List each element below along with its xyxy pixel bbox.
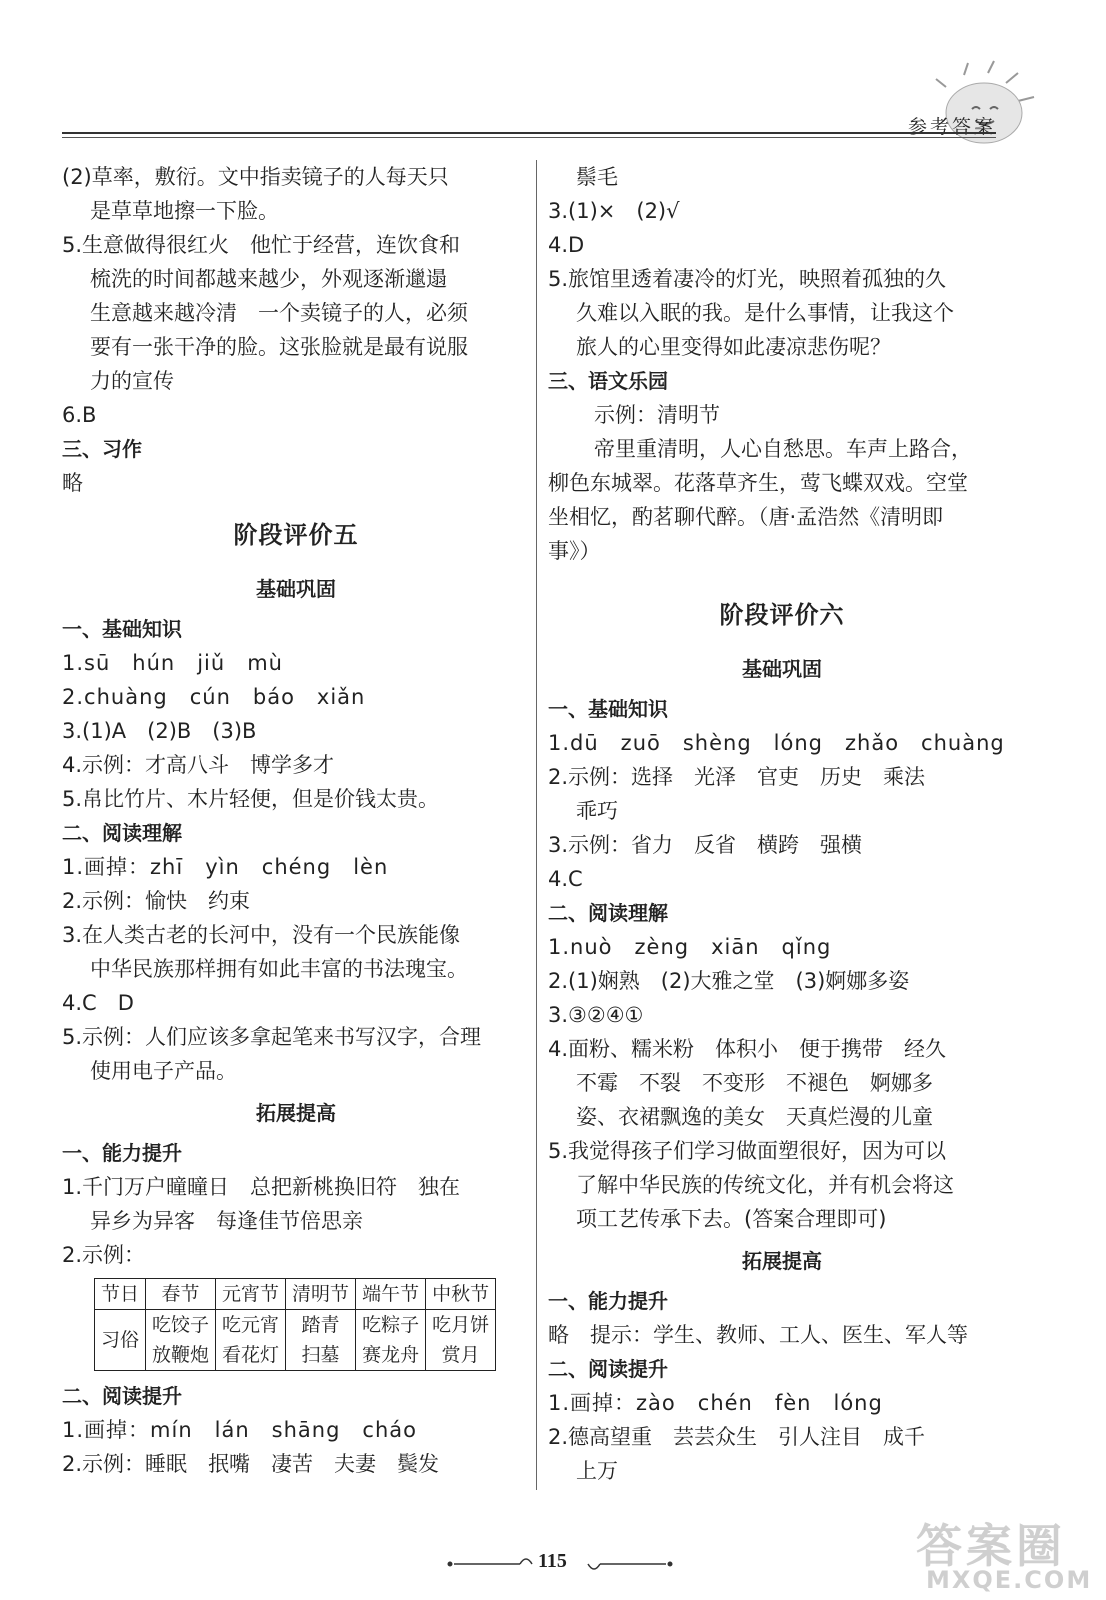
answer-line: 略 提示：学生、教师、工人、医生、军人等 (548, 1323, 968, 1347)
table-row (95, 1310, 496, 1341)
watermark-logo: 答案圈 (916, 1519, 1066, 1573)
answer-line: 2.示例： (62, 1243, 146, 1267)
table-cell: 赏月 (426, 1340, 496, 1371)
answer-line: 2.德高望重 芸芸众生 引人注目 成千 (548, 1425, 926, 1449)
table-cell: 放鞭炮 (146, 1340, 216, 1371)
section-heading: 二、阅读提升 (62, 1384, 182, 1408)
section-heading: 三、语文乐园 (548, 369, 668, 393)
answer-line: 1.sū hún jiǔ mù (62, 651, 283, 675)
answer-line: 力的宣传 (90, 369, 174, 393)
answer-line: 使用电子产品。 (90, 1059, 237, 1083)
section-heading: 一、能力提升 (62, 1141, 182, 1165)
watermark-url: MXQE.COM (926, 1566, 1093, 1594)
answer-line: 1.画掉：zào chén fèn lóng (548, 1391, 883, 1415)
answer-line: 略 (62, 471, 83, 495)
answer-line: 旅人的心里变得如此凄凉悲伤呢？ (576, 335, 891, 359)
answer-line: 4.面粉、糯米粉 体积小 便于携带 经久 (548, 1037, 947, 1061)
left-column (62, 160, 530, 1481)
section-heading: 二、阅读理解 (548, 901, 668, 925)
answer-line: 4.C (548, 867, 583, 891)
answer-line: 5.帛比竹片、木片轻便，但是价钱太贵。 (62, 787, 440, 811)
poem-line: 帝里重清明，人心自愁思。车声上路合， (594, 437, 972, 461)
table-cell: 吃元宵 (216, 1310, 286, 1341)
section-heading: 三、习作 (62, 437, 142, 461)
answer-line: 3.③②④① (548, 1003, 644, 1027)
answer-line: 上万 (576, 1459, 618, 1483)
table-cell: 看花灯 (216, 1340, 286, 1371)
answer-line: 4.C D (62, 991, 134, 1015)
answer-line: 4.D (548, 233, 585, 257)
table-cell: 春节 (146, 1279, 216, 1310)
column-divider (536, 160, 537, 1490)
table-cell: 吃月饼 (426, 1310, 496, 1341)
answer-line: 示例：清明节 (594, 403, 720, 427)
table-cell: 扫墓 (286, 1340, 356, 1371)
answer-line: 不霉 不裂 不变形 不褪色 婀娜多 (576, 1071, 933, 1095)
answer-line: (2)草率，敷衍。文中指卖镜子的人每天只 (62, 165, 449, 189)
answer-line: 项工艺传承下去。(答案合理即可) (576, 1207, 887, 1231)
answer-line: 5.旅馆里透着凄冷的灯光，映照着孤独的久 (548, 267, 947, 291)
answer-line: 5.示例：人们应该多拿起笔来书写汉字，合理 (62, 1025, 482, 1049)
answer-line: 3.在人类古老的长河中，没有一个民族能像 (62, 923, 461, 947)
answer-line: 姿、衣裙飘逸的美女 天真烂漫的儿童 (576, 1105, 933, 1129)
answer-line: 乖巧 (576, 799, 618, 823)
answer-line: 1.画掉：zhī yìn chéng lèn (62, 855, 389, 879)
subsection-title: 基础巩固 (742, 657, 822, 681)
poem-line: 坐相忆，酌茗聊代醉。（唐·孟浩然《清明即 (548, 505, 944, 529)
answer-line: 是草草地擦一下脸。 (90, 199, 279, 223)
header-rule (62, 132, 996, 134)
answer-line: 2.(1)娴熟 (2)大雅之堂 (3)婀娜多姿 (548, 969, 910, 993)
answer-line: 3.(1)A (2)B (3)B (62, 719, 257, 743)
subsection-title: 拓展提高 (742, 1249, 822, 1273)
table-cell: 习俗 (95, 1310, 146, 1371)
answer-line: 久难以入眠的我。是什么事情，让我这个 (576, 301, 954, 325)
table-cell: 踏青 (286, 1310, 356, 1341)
table-cell: 吃粽子 (356, 1310, 426, 1341)
answer-line: 6.B (62, 403, 97, 427)
festival-table (94, 1278, 496, 1371)
table-cell: 中秋节 (426, 1279, 496, 1310)
table-row (95, 1279, 496, 1310)
answer-line: 2.示例：睡眠 抿嘴 凄苦 夫妻 鬓发 (62, 1452, 440, 1476)
poem-line: 柳色东城翠。花落草齐生，莺飞蝶双戏。空堂 (548, 471, 968, 495)
stage-title: 阶段评价六 (719, 601, 845, 629)
answer-line: 异乡为异客 每逢佳节倍思亲 (90, 1209, 363, 1233)
answer-line: 1.千门万户曈曈日 总把新桃换旧符 独在 (62, 1175, 461, 1199)
answer-line: 要有一张干净的脸。这张脸就是最有说服 (90, 335, 468, 359)
table-cell: 端午节 (356, 1279, 426, 1310)
section-heading: 一、基础知识 (548, 697, 668, 721)
answer-line: 1.画掉：mín lán shāng cháo (62, 1418, 417, 1442)
table-cell: 元宵节 (216, 1279, 286, 1310)
table-cell: 清明节 (286, 1279, 356, 1310)
answer-line: 2.chuàng cún báo xiǎn (62, 685, 366, 709)
answer-line: 1.dū zuō shèng lóng zhǎo chuàng (548, 731, 1005, 755)
answer-line: 2.示例：选择 光泽 官吏 历史 乘法 (548, 765, 926, 789)
section-heading: 一、能力提升 (548, 1289, 668, 1313)
answer-line: 了解中华民族的传统文化，并有机会将这 (576, 1173, 954, 1197)
table-cell: 赛龙舟 (356, 1340, 426, 1371)
page-footer (420, 1548, 700, 1578)
answer-line: 鬃毛 (576, 165, 618, 189)
answer-line: 3.示例：省力 反省 横跨 强横 (548, 833, 863, 857)
right-column (548, 160, 1016, 1488)
answer-line: 梳洗的时间都越来越少，外观逐渐邋遢 (90, 267, 447, 291)
table-row (95, 1340, 496, 1371)
table-cell: 吃饺子 (146, 1310, 216, 1341)
subsection-title: 拓展提高 (256, 1101, 336, 1125)
page-number: 115 (538, 1550, 567, 1572)
answer-line: 4.示例：才高八斗 博学多才 (62, 753, 335, 777)
stage-title: 阶段评价五 (233, 521, 359, 549)
section-heading: 一、基础知识 (62, 617, 182, 641)
answer-line: 中华民族那样拥有如此丰富的书法瑰宝。 (90, 957, 468, 981)
answer-line: 5.我觉得孩子们学习做面塑很好，因为可以 (548, 1139, 947, 1163)
watermark (886, 1510, 1093, 1595)
section-heading: 二、阅读提升 (548, 1357, 668, 1381)
subsection-title: 基础巩固 (256, 577, 336, 601)
answer-line: 2.示例：愉快 约束 (62, 889, 251, 913)
answer-line: 1.nuò zèng xiān qǐng (548, 935, 832, 959)
table-cell: 节日 (95, 1279, 146, 1310)
header-title: 参考答案 (907, 116, 996, 138)
answer-line: 3.(1)× (2)√ (548, 199, 680, 223)
answer-line: 5.生意做得很红火 他忙于经营，连饮食和 (62, 233, 461, 257)
answer-line: 生意越来越冷清 一个卖镜子的人，必须 (90, 301, 468, 325)
section-heading: 二、阅读理解 (62, 821, 182, 845)
poem-line: 事》） (548, 539, 601, 563)
header-rule-thin (62, 137, 996, 138)
